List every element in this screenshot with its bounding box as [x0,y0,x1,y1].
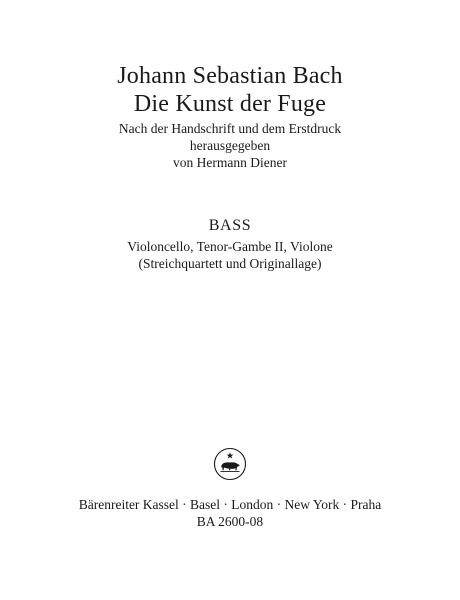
part-name: BASS [208,217,252,234]
ensemble-note-line: (Streichquartett und Originallage) [138,256,322,271]
work-title: Die Kunst der Fuge [133,91,327,117]
baerenreiter-bear-logo-icon [213,447,247,481]
edited-by-line: herausgegeben [189,138,271,153]
composer-name: Johann Sebastian Bach [117,63,343,89]
publisher-line: Bärenreiter Kassel · Basel · London · New York · Praha [78,497,382,512]
instruments-line: Violoncello, Tenor-Gambe II, Violone [127,239,333,254]
catalog-number: BA 2600-08 [196,514,264,529]
editor-name-line: von Hermann Diener [173,155,287,170]
edition-source-line: Nach der Handschrift und dem Erstdruck [118,121,342,136]
